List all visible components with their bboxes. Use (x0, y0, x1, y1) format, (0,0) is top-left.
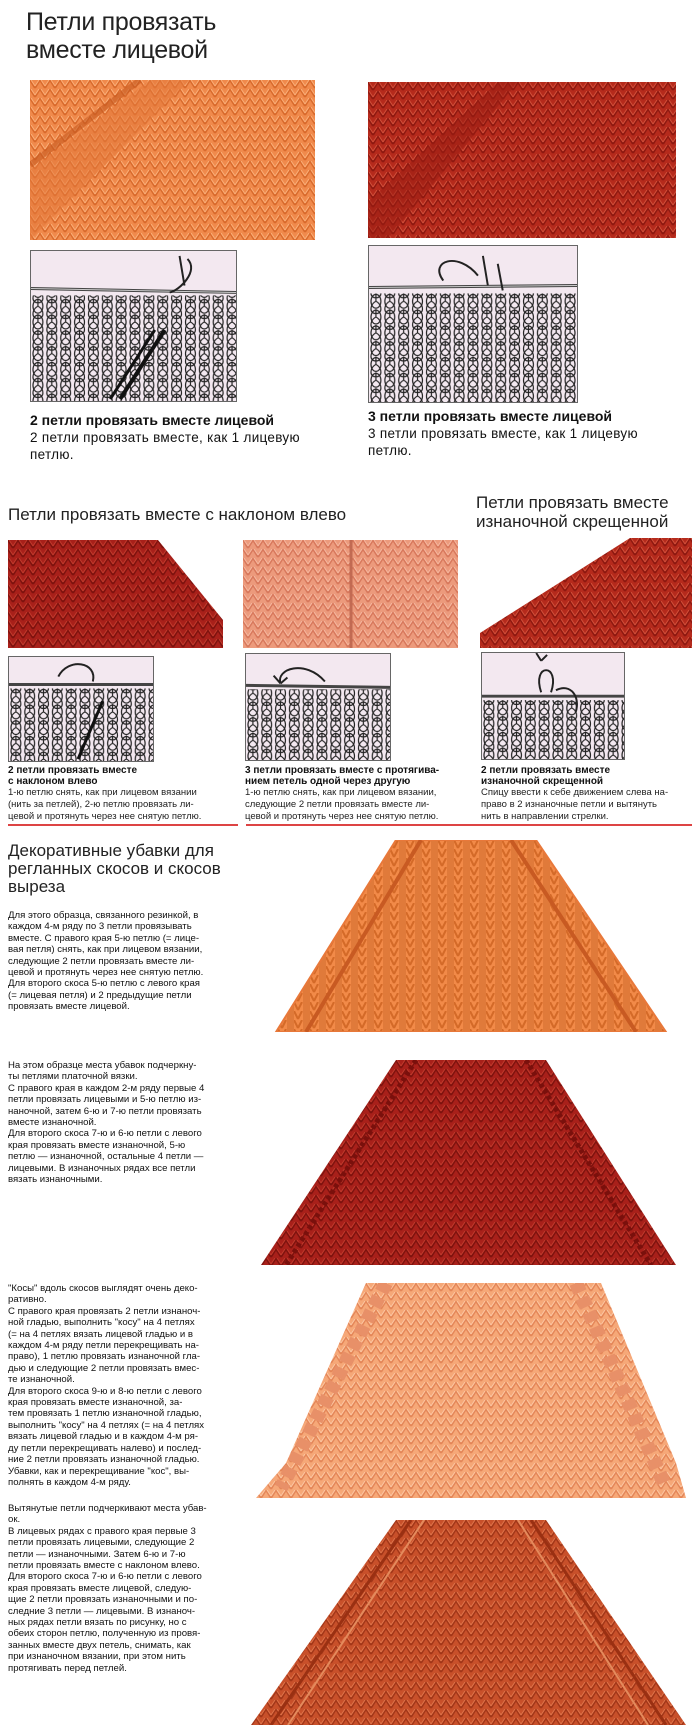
text-line: щие 2 петли провязать изнаночными и по- (8, 1594, 198, 1606)
text-line: ных рядах петли вязать по рисунку, но с (8, 1617, 187, 1629)
section3-title: Декоративные убавки для регланных скосов и скосов выреза (8, 841, 221, 896)
text-line: наночной, затем 6-ю и 7-ю петли провязать (8, 1105, 202, 1117)
text-line: дью и следующие 2 петли провязать вмес- (8, 1362, 200, 1374)
text-line: ной гладью, выполнить "косу" на 4 петлях (8, 1317, 195, 1329)
text-line: провязать вместе лицевой. (8, 1001, 130, 1013)
text-line: ративно. (8, 1294, 47, 1306)
text-line: вязать лицевой гладью и в каждом 4-м ря- (8, 1431, 199, 1443)
text-line: те изнаночной. (8, 1374, 75, 1386)
col2-caption: 3 петли провязать вместе с протягива- нием петель одной через другую 1-ю петлю снять, как при лицевом вязании, следующие 2 петли провязать вместе ли- цевой и протянуть через нее снятую петлю. (245, 765, 440, 822)
photo-rib-decrease (246, 840, 692, 1032)
section2-title-left: Петли провязать вместе с наклоном влево (8, 505, 347, 524)
text-line: обеих сторон петлю, полученную из провя- (8, 1628, 201, 1640)
text-line: каждом 4-м ряду по 3 петли провязывать (8, 921, 192, 933)
caption-3-together-title: 3 петли провязать вместе лицевой (368, 408, 613, 424)
photo-elongated-decrease (246, 1520, 692, 1725)
text-block-rib (8, 910, 238, 1013)
text-line: ок. (8, 1514, 21, 1526)
text-line: Для второго скоса 7-ю и 6-ю петли с левого (8, 1571, 202, 1583)
text-line: петли провязать вместе с наклоном влево. (8, 1560, 200, 1572)
diagram-2-together (30, 250, 237, 402)
col3-caption: 2 петли провязать вместе изнаночной скрещенной Спицу ввести к себе движением слева на- право в 2 изнаночные петли и вытянуть нить в направлении стрелки. (481, 765, 669, 822)
text-line: ние 2 петли провязать изнаночной гладью. (8, 1454, 200, 1466)
text-line: На этом образце места убавок подчеркну- (8, 1060, 197, 1071)
text-block-garter (8, 1060, 238, 1185)
photo-red-swatch (368, 82, 676, 238)
diagram-purl-crossed (481, 652, 625, 760)
text-line: тем провязать 1 петлю изнаночной гладью, (8, 1408, 202, 1420)
text-line: петли провязать лицевыми, следующие 2 (8, 1537, 195, 1549)
text-line: Вытянутые петли подчеркивают места убав- (8, 1503, 207, 1514)
text-line: следние 3 петли — лицевыми. В изнаноч- (8, 1605, 196, 1617)
text-line: вместе. С правого края 5-ю петлю (= лице- (8, 932, 200, 944)
photo-orange-swatch (30, 80, 315, 240)
photo-cable-decrease (246, 1283, 692, 1498)
text-line: Для второго скоса 5-ю петлю с левого края (8, 978, 200, 990)
text-line: края провязать вместе изнаночной, за- (8, 1397, 183, 1409)
text-line: следующие 2 петли провязать вместе ли- (8, 955, 195, 967)
section1-title-line1: Петли провязать (26, 8, 217, 36)
text-line: ты петлями платочной вязки. (8, 1071, 138, 1083)
text-line: Для второго скоса 9-ю и 8-ю петли с левого (8, 1385, 202, 1397)
divider-left (8, 824, 238, 826)
section2-title-right: Петли провязать вместе изнаночной скрещенной (476, 493, 669, 531)
diagram-3-together (368, 245, 578, 403)
text-line: право), 1 петлю провязать изнаночной гла- (8, 1351, 201, 1363)
text-line: выполнить "косу" на 4 петлях (= на 4 петлях (8, 1419, 205, 1431)
text-block-cables (8, 1283, 238, 1488)
diagram-left-slant (8, 656, 154, 762)
photo-purl-crossed-swatch (480, 538, 692, 648)
text-line: лицевыми. В изнаночных рядах все петли (8, 1162, 196, 1174)
photo-left-slant-swatch (8, 540, 223, 648)
text-line: края провязать вместе изнаночной, 5-ю (8, 1139, 186, 1151)
text-block-elongated (8, 1503, 238, 1674)
text-line: петли провязать лицевыми и 5-ю петлю из- (8, 1094, 202, 1106)
text-line: (= на 4 петлях вязать лицевой гладью и в (8, 1328, 194, 1340)
text-line: С правого края в каждом 2-м ряду первые 4 (8, 1082, 205, 1094)
text-line: (= лицевая петля) и 2 предыдущие петли (8, 989, 192, 1001)
text-line: края провязать вместе лицевой, следую- (8, 1582, 192, 1594)
text-line: цевой и протянуть через нее снятую петлю. (8, 967, 204, 979)
caption-2-together-title: 2 петли провязать вместе лицевой (30, 412, 275, 428)
text-line: полнять в каждом 4-м ряду. (8, 1476, 131, 1488)
text-line: С правого края провязать 2 петли изнаноч- (8, 1305, 201, 1317)
text-line: вместе изнаночной. (8, 1117, 97, 1129)
text-line: В лицевых рядах с правого края первые 3 (8, 1525, 196, 1537)
text-line: при изнаночном вязании, при этом нить (8, 1651, 186, 1663)
text-line: "Косы" вдоль скосов выглядят очень деко- (8, 1283, 198, 1294)
text-line: занных вместе двух петель, снимать, как (8, 1639, 191, 1651)
section1-title-line2: вместе лицевой (26, 36, 208, 64)
text-line: петли — изнаночными. Затем 6-ю и 7-ю (8, 1548, 186, 1560)
text-line: Для второго скоса 7-ю и 6-ю петли с левого (8, 1128, 202, 1140)
section1-title (26, 8, 216, 64)
photo-pull-through-swatch (243, 540, 458, 648)
text-line: ду петли перекрещивать налево) и послед- (8, 1442, 202, 1454)
text-line: Для этого образца, связанного резинкой, в (8, 910, 199, 921)
text-line: Убавки, как и перекрещивание "кос", вы- (8, 1465, 190, 1477)
caption-3-together-text: 3 петли провязать вместе, как 1 лицевую петлю. (368, 426, 638, 458)
caption-2-together-text: 2 петли провязать вместе, как 1 лицевую петлю. (30, 430, 300, 462)
text-line: вая петля) снять, как при лицевом вязании, (8, 944, 203, 956)
text-line: протягивать перед петлей. (8, 1662, 127, 1674)
text-line: вязать изнаночными. (8, 1174, 103, 1186)
diagram-pull-through (245, 653, 391, 761)
text-line: петлю — изнаночной, остальные 4 петли — (8, 1151, 204, 1163)
photo-garter-decrease (246, 1060, 692, 1265)
col1-caption: 2 петли провязать вместе с наклоном влево 1-ю петлю снять, как при лицевом вязании (нить за петлей), 2-ю петлю провязать ли- цевой и протянуть через нее снятую петлю. (8, 765, 202, 822)
divider-right (246, 824, 692, 826)
text-line: каждом 4-м ряду петли перекрещивать на- (8, 1340, 199, 1352)
